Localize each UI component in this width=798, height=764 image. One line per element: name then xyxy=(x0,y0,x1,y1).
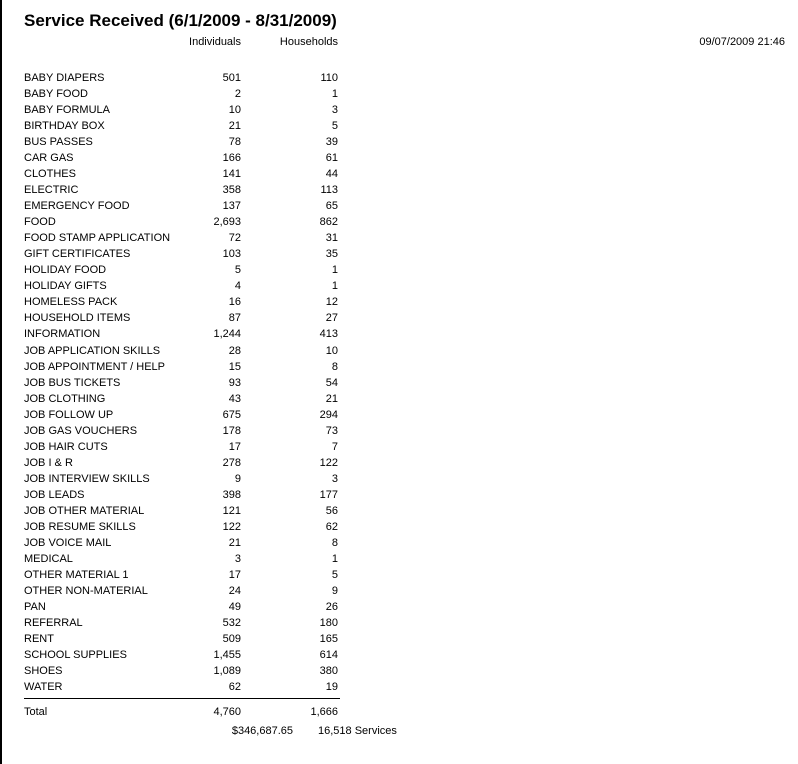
table-row xyxy=(24,214,340,230)
page-left-border xyxy=(0,0,2,764)
service-name: FOOD xyxy=(24,216,56,229)
individuals-count: 509 xyxy=(222,633,241,646)
households-count: 8 xyxy=(331,360,338,373)
service-name: GIFT CERTIFICATES xyxy=(24,248,131,261)
individuals-count: 122 xyxy=(222,520,241,533)
individuals-count: 43 xyxy=(228,392,241,405)
table-row xyxy=(24,487,340,503)
table-row xyxy=(24,118,340,134)
service-name: JOB INTERVIEW SKILLS xyxy=(24,472,150,485)
table-row xyxy=(24,198,340,214)
service-name: HOLIDAY GIFTS xyxy=(24,280,107,293)
individuals-count: 398 xyxy=(222,488,241,501)
service-name: SCHOOL SUPPLIES xyxy=(24,649,127,662)
individuals-count: 675 xyxy=(222,408,241,421)
table-row xyxy=(24,326,340,342)
households-count: 54 xyxy=(325,376,338,389)
service-name: JOB GAS VOUCHERS xyxy=(24,424,138,437)
individuals-count: 166 xyxy=(222,152,241,165)
service-name: HOLIDAY FOOD xyxy=(24,264,107,277)
service-name: FOOD STAMP APPLICATION xyxy=(24,232,171,245)
service-name: JOB RESUME SKILLS xyxy=(24,520,136,533)
households-count: 5 xyxy=(331,568,338,581)
service-name: CLOTHES xyxy=(24,168,76,181)
individuals-count: 137 xyxy=(222,200,241,213)
service-name: BUS PASSES xyxy=(24,136,93,149)
table-row xyxy=(24,391,340,407)
households-count: 614 xyxy=(319,649,338,662)
table-row xyxy=(24,182,340,198)
individuals-count: 21 xyxy=(228,120,241,133)
individuals-count: 4 xyxy=(234,280,241,293)
service-name: RENT xyxy=(24,633,54,646)
table-row xyxy=(24,150,340,166)
table-row xyxy=(24,86,340,102)
table-row xyxy=(24,599,340,615)
households-count: 44 xyxy=(325,168,338,181)
households-count: 10 xyxy=(325,344,338,357)
service-name: OTHER MATERIAL 1 xyxy=(24,568,129,581)
households-count: 21 xyxy=(325,392,338,405)
individuals-count: 87 xyxy=(228,312,241,325)
total-cost: $346,687.65 xyxy=(231,725,293,737)
individuals-count: 5 xyxy=(234,264,241,277)
service-name: JOB OTHER MATERIAL xyxy=(24,504,145,517)
individuals-count: 2 xyxy=(234,88,241,101)
households-count: 73 xyxy=(325,424,338,437)
table-row xyxy=(24,455,340,471)
households-count: 31 xyxy=(325,232,338,245)
households-count: 35 xyxy=(325,248,338,261)
individuals-count: 278 xyxy=(222,456,241,469)
table-row xyxy=(24,407,340,423)
service-name: SHOES xyxy=(24,665,63,678)
service-name: REFERRAL xyxy=(24,617,83,630)
table-row xyxy=(24,583,340,599)
households-count: 26 xyxy=(325,600,338,613)
households-count: 380 xyxy=(319,665,338,678)
table-row xyxy=(24,679,340,695)
households-count: 3 xyxy=(331,472,338,485)
households-count: 110 xyxy=(320,72,338,84)
individuals-count: 16 xyxy=(228,296,241,309)
table-row xyxy=(24,647,340,663)
table-row xyxy=(24,631,340,647)
table-row xyxy=(24,519,340,535)
households-count: 1 xyxy=(331,552,338,565)
households-count: 113 xyxy=(320,184,338,197)
households-count: 413 xyxy=(319,328,338,341)
individuals-count: 501 xyxy=(222,72,241,84)
individuals-count: 358 xyxy=(222,184,241,197)
table-row xyxy=(24,70,340,86)
total-households: 1,666 xyxy=(310,706,338,718)
report-title: Service Received (6/1/2009 - 8/31/2009) xyxy=(24,11,337,30)
individuals-count: 72 xyxy=(228,232,241,245)
total-individuals: 4,760 xyxy=(213,706,241,718)
table-row xyxy=(24,439,340,455)
individuals-count: 121 xyxy=(222,504,241,517)
households-count: 122 xyxy=(319,456,338,469)
households-count: 8 xyxy=(331,536,338,549)
individuals-count: 141 xyxy=(222,168,241,181)
individuals-count: 15 xyxy=(228,360,241,373)
total-label: Total xyxy=(24,706,48,718)
table-row xyxy=(24,246,340,262)
households-count: 3 xyxy=(331,104,338,117)
service-name: JOB APPLICATION SKILLS xyxy=(24,344,161,357)
households-count: 19 xyxy=(325,681,338,694)
service-name: JOB I & R xyxy=(24,456,73,469)
individuals-count: 28 xyxy=(228,344,241,357)
households-count: 9 xyxy=(331,584,338,597)
service-name: BABY FORMULA xyxy=(24,104,110,117)
households-count: 862 xyxy=(319,216,338,229)
service-name: JOB BUS TICKETS xyxy=(24,376,121,389)
column-header-households: Households xyxy=(279,36,338,48)
service-name: OTHER NON-MATERIAL xyxy=(24,584,148,597)
table-row xyxy=(24,134,340,150)
individuals-count: 9 xyxy=(234,472,241,485)
households-count: 65 xyxy=(325,200,338,213)
households-count: 1 xyxy=(331,88,338,101)
report-timestamp: 09/07/2009 21:46 xyxy=(699,36,785,48)
households-count: 294 xyxy=(319,408,338,421)
service-name: BABY FOOD xyxy=(24,88,88,101)
households-count: 39 xyxy=(325,136,338,149)
table-row xyxy=(24,471,340,487)
households-count: 62 xyxy=(325,520,338,533)
service-name: JOB FOLLOW UP xyxy=(24,408,114,421)
individuals-count: 21 xyxy=(228,536,241,549)
individuals-count: 532 xyxy=(222,617,241,630)
service-name: MEDICAL xyxy=(24,552,73,565)
table-row xyxy=(24,230,340,246)
table-row xyxy=(24,551,340,567)
table-row xyxy=(24,343,340,359)
service-name: JOB VOICE MAIL xyxy=(24,536,112,549)
table-row xyxy=(24,262,340,278)
households-count: 12 xyxy=(325,296,338,309)
individuals-count: 62 xyxy=(228,681,241,694)
table-row xyxy=(24,615,340,631)
service-name: HOMELESS PACK xyxy=(24,296,118,309)
individuals-count: 3 xyxy=(234,552,241,565)
service-name: PAN xyxy=(24,600,46,613)
service-name: JOB HAIR CUTS xyxy=(24,440,108,453)
individuals-count: 1,244 xyxy=(213,328,241,341)
individuals-count: 17 xyxy=(228,440,241,453)
table-row xyxy=(24,310,340,326)
households-count: 7 xyxy=(331,440,338,453)
individuals-count: 103 xyxy=(222,248,241,261)
individuals-count: 78 xyxy=(228,136,241,149)
households-count: 180 xyxy=(319,617,338,630)
total-row xyxy=(24,704,340,720)
individuals-count: 178 xyxy=(222,424,241,437)
households-count: 1 xyxy=(331,264,338,277)
individuals-count: 1,089 xyxy=(213,665,241,678)
service-name: BIRTHDAY BOX xyxy=(24,120,105,133)
table-row xyxy=(24,423,340,439)
households-count: 27 xyxy=(325,312,338,325)
total-divider xyxy=(24,698,340,699)
individuals-count: 17 xyxy=(228,568,241,581)
total-services: 16,518 Services xyxy=(318,725,397,737)
column-header-individuals: Individuals xyxy=(189,36,241,48)
households-count: 56 xyxy=(325,504,338,517)
service-name: JOB CLOTHING xyxy=(24,392,106,405)
households-count: 5 xyxy=(331,120,338,133)
service-name: HOUSEHOLD ITEMS xyxy=(24,312,131,325)
households-count: 61 xyxy=(325,152,338,165)
service-name: JOB LEADS xyxy=(24,488,85,501)
table-row xyxy=(24,567,340,583)
individuals-count: 24 xyxy=(228,584,241,597)
households-count: 165 xyxy=(319,633,338,646)
table-row xyxy=(24,102,340,118)
individuals-count: 10 xyxy=(228,104,241,117)
service-name: EMERGENCY FOOD xyxy=(24,200,130,213)
service-name: CAR GAS xyxy=(24,152,74,165)
service-name: BABY DIAPERS xyxy=(24,72,105,84)
table-row xyxy=(24,359,340,375)
table-row xyxy=(24,375,340,391)
service-name: WATER xyxy=(24,681,63,694)
table-row xyxy=(24,294,340,310)
individuals-count: 49 xyxy=(228,600,241,613)
service-name: ELECTRIC xyxy=(24,184,79,197)
table-row xyxy=(24,278,340,294)
households-count: 1 xyxy=(331,280,338,293)
service-name: JOB APPOINTMENT / HELP xyxy=(24,360,165,373)
table-row xyxy=(24,166,340,182)
individuals-count: 1,455 xyxy=(213,649,241,662)
households-count: 177 xyxy=(319,488,338,501)
table-row xyxy=(24,663,340,679)
individuals-count: 93 xyxy=(228,376,241,389)
table-row xyxy=(24,535,340,551)
individuals-count: 2,693 xyxy=(213,216,241,229)
service-name: INFORMATION xyxy=(24,328,101,341)
table-row xyxy=(24,503,340,519)
